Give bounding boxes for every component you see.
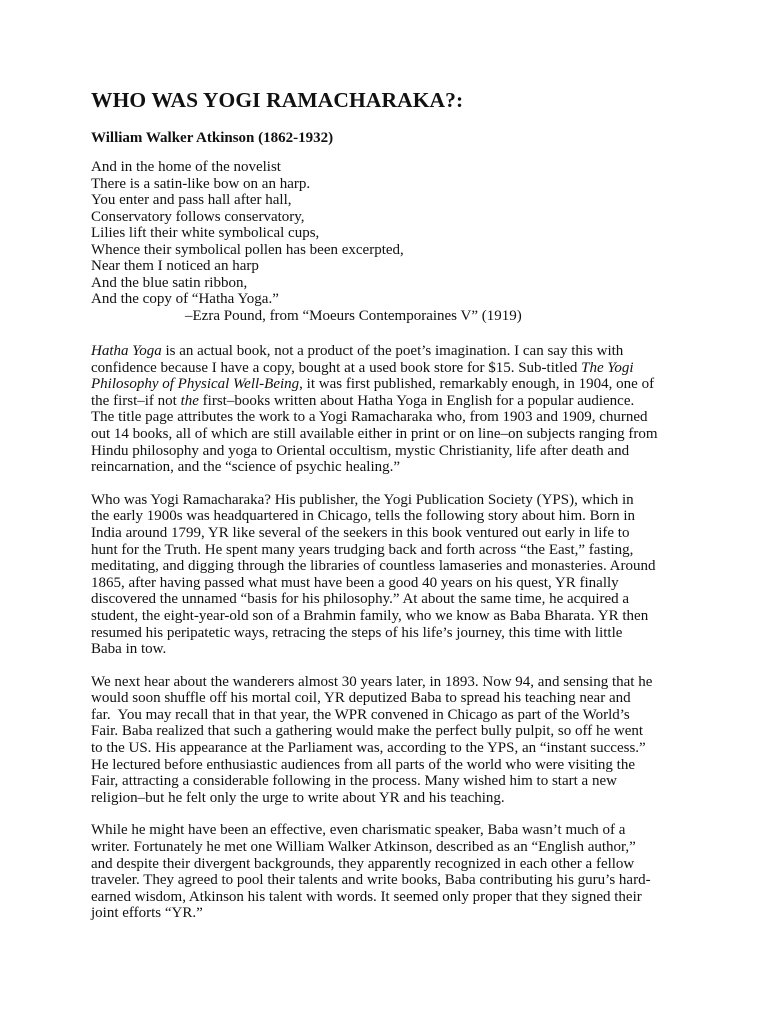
book-title: Hatha Yoga [91, 343, 162, 359]
poem-line: Lilies lift their white symbolical cups, [91, 225, 320, 241]
paragraph-line [91, 376, 691, 393]
paragraph-line: The title page attributes the work to a Yogi Ramacharaka who, from 1903 and 1909, churned [91, 409, 648, 426]
emphasis: the [180, 392, 199, 409]
paragraph-line: He lectured before enthusiastic audiences from all parts of the world who were visiting the [91, 756, 635, 773]
paragraph-line: hunt for the Truth. He spent many years trudging back and forth across “the East,” fasting, [91, 541, 634, 558]
paragraph-line: Who was Yogi Ramacharaka? His publisher, the Yogi Publication Society (YPS), which in [91, 491, 634, 508]
paragraph-line: India around 1799, YR like several of the seekers in this book ventured out early in life to [91, 524, 630, 541]
paragraph-line: would soon shuffle off his mortal coil, YR deputized Baba to spread his teaching near and [91, 690, 631, 707]
paragraph-line [91, 343, 691, 360]
poem-attribution: –Ezra Pound, from “Moeurs Contemporaines V” (1919) [185, 307, 522, 324]
poem-line: Near them I noticed an harp [91, 258, 259, 274]
paragraph-line: meditating, and digging through the libraries of countless lamaseries and monasteries. Around [91, 558, 656, 575]
poem-line: And the blue satin ribbon, [91, 274, 248, 291]
paragraph-wanderers [91, 674, 691, 807]
poem-line: You enter and pass hall after hall, [91, 192, 292, 208]
poem-line: And the copy of “Hatha Yoga.” [91, 291, 279, 307]
paragraph-line [91, 393, 691, 410]
paragraph-line: to the US. His appearance at the Parliament was, according to the YPS, an “instant success.” [91, 740, 646, 757]
paragraph-atkinson [91, 822, 691, 922]
paragraph-line: far. You may recall that in that year, the WPR convened in Chicago as part of the World’s [91, 706, 630, 723]
paragraph-line: Fair. Baba realized that such a gathering would make the perfect bully pulpit, so off he went [91, 723, 644, 740]
subtitle-emphasis: Philosophy of Physical Well-Being [91, 376, 300, 393]
paragraph-line: While he might have been an effective, even charismatic speaker, Baba wasn’t much of a [91, 822, 626, 839]
paragraph-line: traveler. They agreed to pool their talents and write books, Baba contributing his guru’s hard- [91, 872, 651, 889]
text-run: the first–if not [91, 392, 181, 409]
paragraph-line: Hindu philosophy and yoga to Oriental occultism, mystic Christianity, life after death and [91, 442, 630, 459]
poem-line: And in the home of the novelist [91, 159, 281, 175]
paragraph-line: discovered the unnamed “basis for his philosophy.” At about the same time, he acquired a [91, 591, 630, 608]
poem-line: Conservatory follows conservatory, [91, 208, 305, 225]
paragraph-line: We next hear about the wanderers almost 30 years later, in 1893. Now 94, and sensing that he [91, 673, 653, 690]
text-run: confidence because I have a copy, bought at a used book store for $15. Sub-titled [91, 359, 582, 376]
text-run: , it was first published, remarkably enough, in 1904, one of [299, 376, 655, 393]
paragraph-line: joint efforts “YR.” [91, 905, 203, 922]
paragraph-line: student, the eight-year-old son of a Brahmin family, who we know as Baba Bharata. YR then [91, 607, 649, 624]
paragraph-line: resumed his peripatetic ways, retracing the steps of his life’s journey, this time with little [91, 624, 623, 641]
paragraph-hatha-yoga [91, 343, 691, 476]
paragraph-line: religion–but he felt only the urge to write about YR and his teaching. [91, 789, 505, 806]
paragraph-line: the early 1900s was headquartered in Chicago, tells the following story about him. Born in [91, 508, 636, 525]
paragraph-line: Baba in tow. [91, 641, 167, 658]
paragraph-line: and despite their divergent backgrounds, they apparently recognized in each other a fellow [91, 855, 635, 872]
paragraph-line: out 14 books, all of which are still available either in print or on line–on subjects ranging from [91, 425, 658, 442]
paragraph-line: reincarnation, and the “science of psychic healing.” [91, 459, 401, 476]
document-page [91, 86, 691, 922]
subtitle-emphasis: The Yogi [581, 359, 634, 376]
paragraph-line: earned wisdom, Atkinson his talent with words. It seemed only proper that they signed their [91, 888, 642, 905]
poem-line: Whence their symbolical pollen has been excerpted, [91, 241, 404, 258]
text-run: is an actual book, not a product of the poet’s imagination. I can say this with [161, 343, 624, 359]
document-title: WHO WAS YOGI RAMACHARAKA?: [91, 88, 464, 112]
paragraph-publisher-story [91, 492, 691, 658]
paragraph-line: writer. Fortunately he met one William Walker Atkinson, described as an “English author,” [91, 839, 636, 856]
paragraph-line: Fair, attracting a considerable following in the process. Many wished him to start a new [91, 773, 617, 790]
paragraph-line: 1865, after having passed what must have been a good 40 years on his quest, YR finally [91, 574, 619, 591]
document-subtitle: William Walker Atkinson (1862-1932) [91, 130, 334, 146]
poem-epigraph [91, 159, 691, 324]
text-run: first–books written about Hatha Yoga in English for a popular audience. [198, 392, 635, 409]
poem-line: There is a satin-like bow on an harp. [91, 175, 311, 192]
paragraph-line [91, 360, 691, 377]
